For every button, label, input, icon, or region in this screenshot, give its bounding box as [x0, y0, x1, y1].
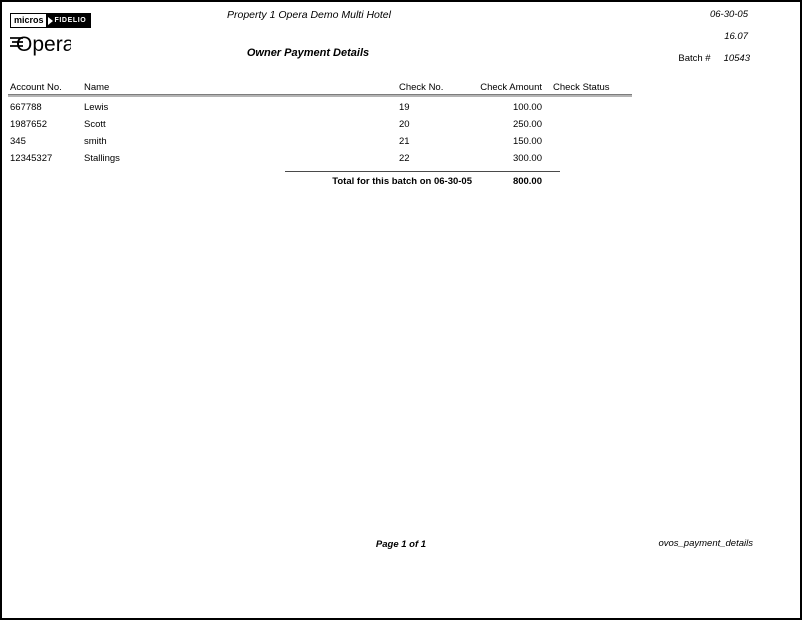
cell-check-amount: 250.00	[512, 119, 542, 130]
cell-account-no: 12345327	[10, 153, 53, 164]
property-title: Property 1 Opera Demo Multi Hotel	[227, 9, 391, 21]
batch-label: Batch #	[678, 53, 711, 64]
total-label: Total for this batch on 06-30-05	[332, 176, 472, 187]
header-rule	[8, 94, 632, 97]
cell-check-amount: 150.00	[512, 136, 542, 147]
table-row	[2, 153, 800, 170]
report-file-name: ovos_payment_details	[658, 538, 753, 549]
cell-account-no: 667788	[10, 102, 42, 113]
total-rule	[285, 171, 560, 172]
report-date: 06-30-05	[709, 9, 748, 20]
fidelio-logo-text: FIDELIO	[54, 17, 87, 24]
cell-name: Stallings	[84, 153, 120, 164]
cell-check-no: 20	[399, 119, 410, 130]
table-row	[2, 102, 800, 119]
page-number: Page 1 of 1	[375, 539, 427, 550]
cell-account-no: 1987652	[10, 119, 47, 130]
col-header-check-status: Check Status	[553, 82, 610, 93]
micros-logo-text: micros	[11, 14, 46, 27]
table-row	[2, 136, 800, 153]
cell-name: Lewis	[84, 102, 109, 113]
total-amount: 800.00	[512, 176, 542, 187]
col-header-name: Name	[84, 82, 110, 93]
cell-check-no: 19	[399, 102, 410, 113]
col-header-account-no: Account No.	[10, 82, 62, 93]
cell-check-amount: 100.00	[512, 102, 542, 113]
cell-name: smith	[84, 136, 107, 147]
cell-name: Scott	[84, 119, 106, 130]
batch-info	[678, 53, 750, 64]
report-time: 16.07	[724, 31, 748, 42]
report-title: Owner Payment Details	[246, 47, 370, 59]
cell-check-no: 21	[399, 136, 410, 147]
table-row	[2, 119, 800, 136]
opera-logo-text: Opera	[16, 33, 71, 56]
cell-check-no: 22	[399, 153, 410, 164]
batch-number: 10543	[723, 53, 750, 64]
table-body	[2, 102, 800, 170]
cell-check-amount: 300.00	[512, 153, 542, 164]
col-header-check-amount: Check Amount	[480, 82, 542, 93]
cell-account-no: 345	[10, 136, 26, 147]
col-header-check-no: Check No.	[399, 82, 444, 93]
